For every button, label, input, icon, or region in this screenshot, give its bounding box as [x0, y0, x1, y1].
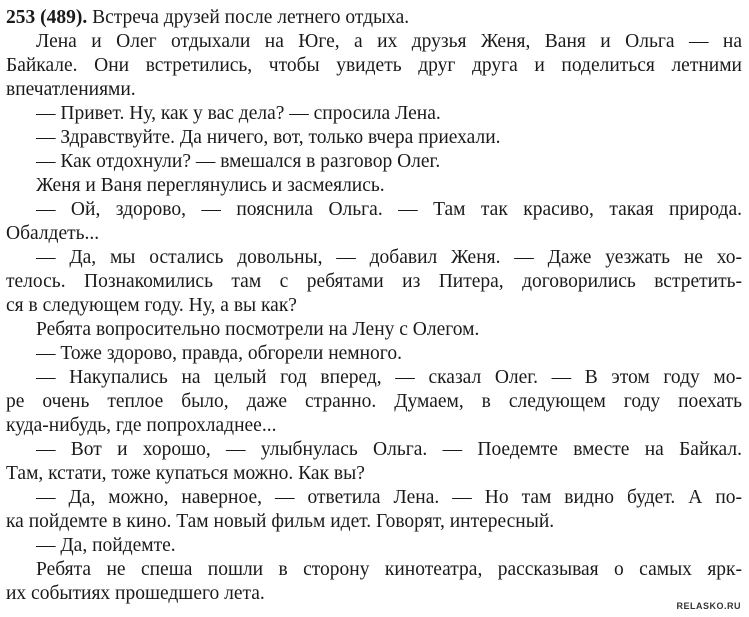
text-line: Лена и Олег отдыхали на Юге, а их друзья Женя, Ваня и Ольга — на — [36, 31, 742, 52]
text-line: куда-нибудь, где попрохладнее... — [6, 415, 277, 436]
text-line: Ребята вопросительно посмотрели на Лену с Олегом. — [36, 319, 480, 340]
watermark: RELASKO.RU — [676, 601, 741, 611]
text-line: Обалдеть... — [6, 223, 100, 244]
text-line: впечатлениями. — [6, 79, 136, 100]
text-line: — Привет. Ну, как у вас дела? — спросила Лена. — [36, 103, 441, 124]
exercise-title: Встреча друзей после летнего отдыха. — [92, 7, 410, 28]
text-line: — Накупались на целый год вперед, — сказал Олег. — В этом году мо- — [36, 367, 742, 388]
text-line: ся в следующем году. Ну, а вы как? — [6, 295, 297, 316]
exercise-heading — [6, 6, 742, 30]
text-line: Там, кстати, тоже купаться можно. Как вы? — [6, 463, 365, 484]
text-line: — Да, пойдемте. — [36, 535, 176, 556]
text-line: — Тоже здорово, правда, обгорели немного. — [36, 343, 402, 364]
text-line: — Как отдохнули? — вмешался в разговор Олег. — [36, 151, 441, 172]
text-line: их событиях прошедшего лета. — [6, 583, 265, 604]
text-line: — Да, можно, наверное, — ответила Лена. — Но там видно будет. А по- — [36, 487, 742, 508]
text-line: ре очень теплое было, даже странно. Думаем, в следующем году поехать — [6, 391, 742, 412]
text-line: телось. Познакомились там с ребятами из Питера, договорились встретить- — [6, 271, 742, 292]
text-line: Ребята не спеша пошли в сторону кинотеатра, рассказывая о самых ярк- — [36, 559, 742, 580]
text-line: Женя и Ваня переглянулись и засмеялись. — [36, 175, 385, 196]
text-line: Байкале. Они встретились, чтобы увидеть друг друга и поделиться летними — [6, 55, 742, 76]
text-line: ка пойдемте в кино. Там новый фильм идет. Говорят, интересный. — [6, 511, 555, 532]
text-line: — Здравствуйте. Да ничего, вот, только вчера приехали. — [36, 127, 501, 148]
text-line: — Вот и хорошо, — улыбнулась Ольга. — Поедемте вместе на Байкал. — [36, 439, 742, 460]
text-line: — Ой, здорово, — пояснила Ольга. — Там так красиво, такая природа. — [36, 199, 742, 220]
exercise-number: 253 (489). — [6, 7, 88, 28]
text-line: — Да, мы остались довольны, — добавил Женя. — Даже уезжать не хо- — [36, 247, 742, 268]
